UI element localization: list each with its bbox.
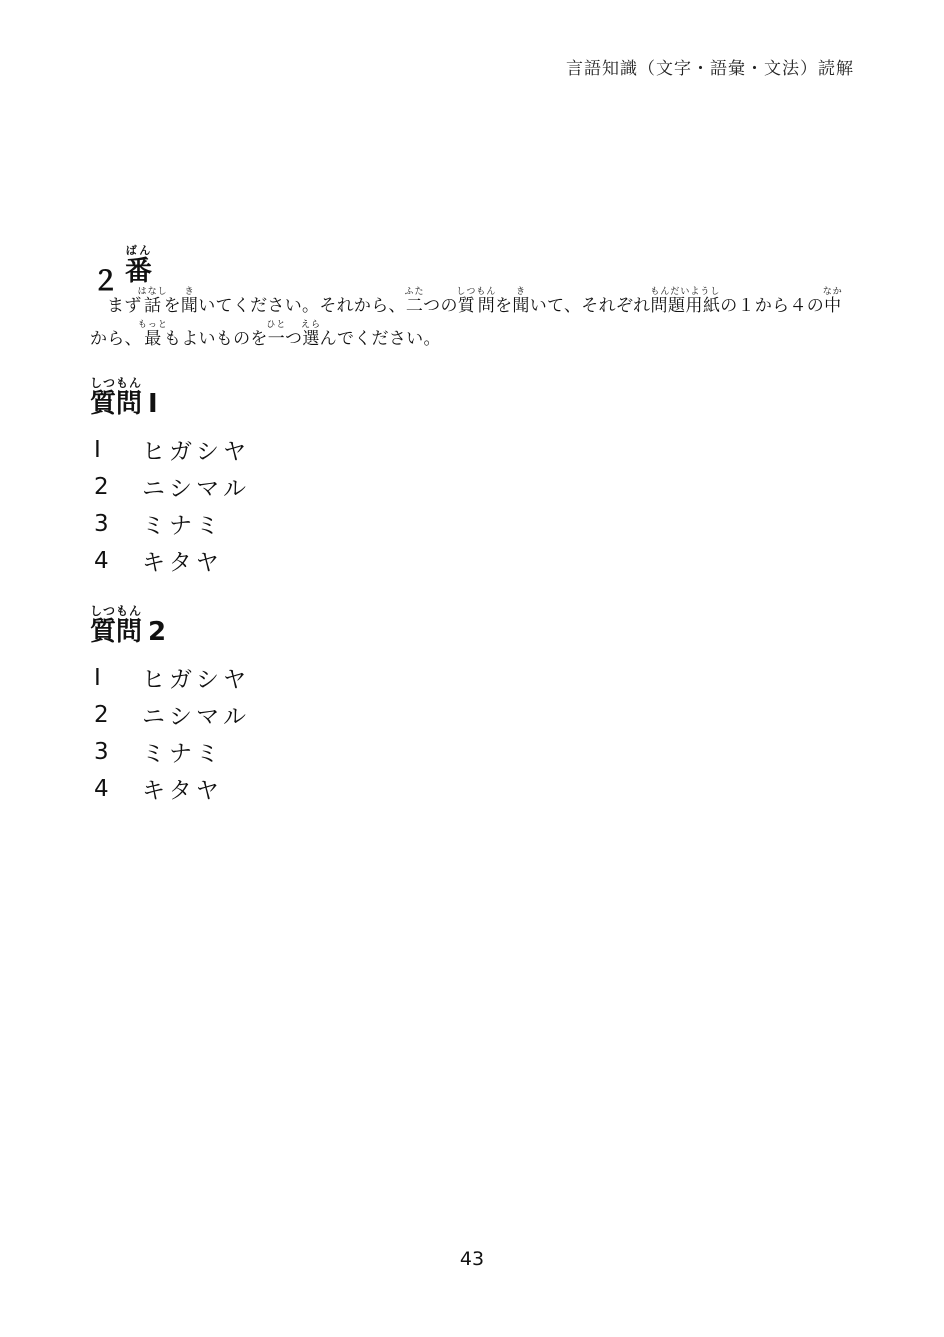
instr-ruby: 質問しつもん <box>456 287 497 316</box>
question-2-title <box>90 604 250 645</box>
option-item <box>90 770 250 807</box>
option-item <box>90 431 250 468</box>
problem-number: ２ <box>92 266 119 297</box>
page-number: 43 <box>459 1248 485 1270</box>
option-text: ヒガシヤ <box>142 439 250 465</box>
instr-text: んでください。 <box>319 329 441 349</box>
instr-ruby: 聞き <box>512 287 530 316</box>
instr-text: を <box>495 296 513 316</box>
question-1 <box>90 376 250 579</box>
instr-text: まず <box>107 296 142 316</box>
instr-ruby: 話はなし <box>137 287 168 316</box>
option-number: 4 <box>94 547 109 574</box>
option-text: ニシマル <box>142 476 250 502</box>
option-text: キタヤ <box>142 550 223 576</box>
instr-text: つ <box>285 329 303 349</box>
option-item <box>90 505 250 542</box>
instr-ruby: 選えら <box>301 320 322 349</box>
option-number: 3 <box>94 510 109 537</box>
option-text: キタヤ <box>142 778 223 804</box>
question-1-number: I <box>148 389 158 419</box>
option-text: ニシマル <box>142 704 250 730</box>
option-number: 2 <box>94 701 109 728</box>
question-2-reading: しつもん <box>90 604 143 618</box>
instr-ruby: 二ふた <box>404 287 425 316</box>
question-1-kanji: 質問しつもん <box>90 376 143 419</box>
option-number: I <box>94 436 101 463</box>
instr-ruby: 聞き <box>180 287 199 316</box>
instructions <box>90 287 850 353</box>
option-item <box>90 696 250 733</box>
instr-ruby: 最もっと <box>137 320 168 349</box>
instr-text: いてください。それから、 <box>198 296 406 316</box>
option-text: ミナミ <box>142 741 223 767</box>
question-2-options <box>90 659 250 807</box>
instr-ruby: 中なか <box>822 287 843 316</box>
question-2-kanji: 質問しつもん <box>90 604 143 647</box>
instr-text: を <box>163 296 181 316</box>
question-2 <box>90 604 250 807</box>
option-item <box>90 542 250 579</box>
instr-text: もよいものを <box>163 329 268 349</box>
question-1-reading: しつもん <box>90 376 143 390</box>
instr-ruby: 一ひと <box>266 320 287 349</box>
problem-heading <box>92 244 152 297</box>
instr-text: から、 <box>90 329 142 349</box>
running-header: 言語知識（文字・語彙・文法）読解 <box>566 59 854 79</box>
instr-text: つの <box>423 296 458 316</box>
option-number: 2 <box>94 473 109 500</box>
problem-kanji: 番ばん <box>125 244 152 287</box>
option-number: I <box>94 664 101 691</box>
question-2-number: 2 <box>148 617 167 647</box>
instructions-line-2 <box>90 320 850 353</box>
option-item <box>90 733 250 770</box>
option-text: ヒガシヤ <box>142 667 250 693</box>
instructions-line-1 <box>90 287 850 320</box>
question-1-options <box>90 431 250 579</box>
instr-text: いて、それぞれ <box>529 296 651 316</box>
option-number: 3 <box>94 738 109 765</box>
instr-text: の１から４の <box>720 296 825 316</box>
option-item <box>90 659 250 696</box>
option-item <box>90 468 250 505</box>
instr-ruby: 問題用紙もんだいようし <box>650 287 721 316</box>
question-1-title <box>90 376 250 417</box>
problem-kanji-reading: ばん <box>125 244 152 257</box>
option-text: ミナミ <box>142 513 223 539</box>
option-number: 4 <box>94 775 109 802</box>
